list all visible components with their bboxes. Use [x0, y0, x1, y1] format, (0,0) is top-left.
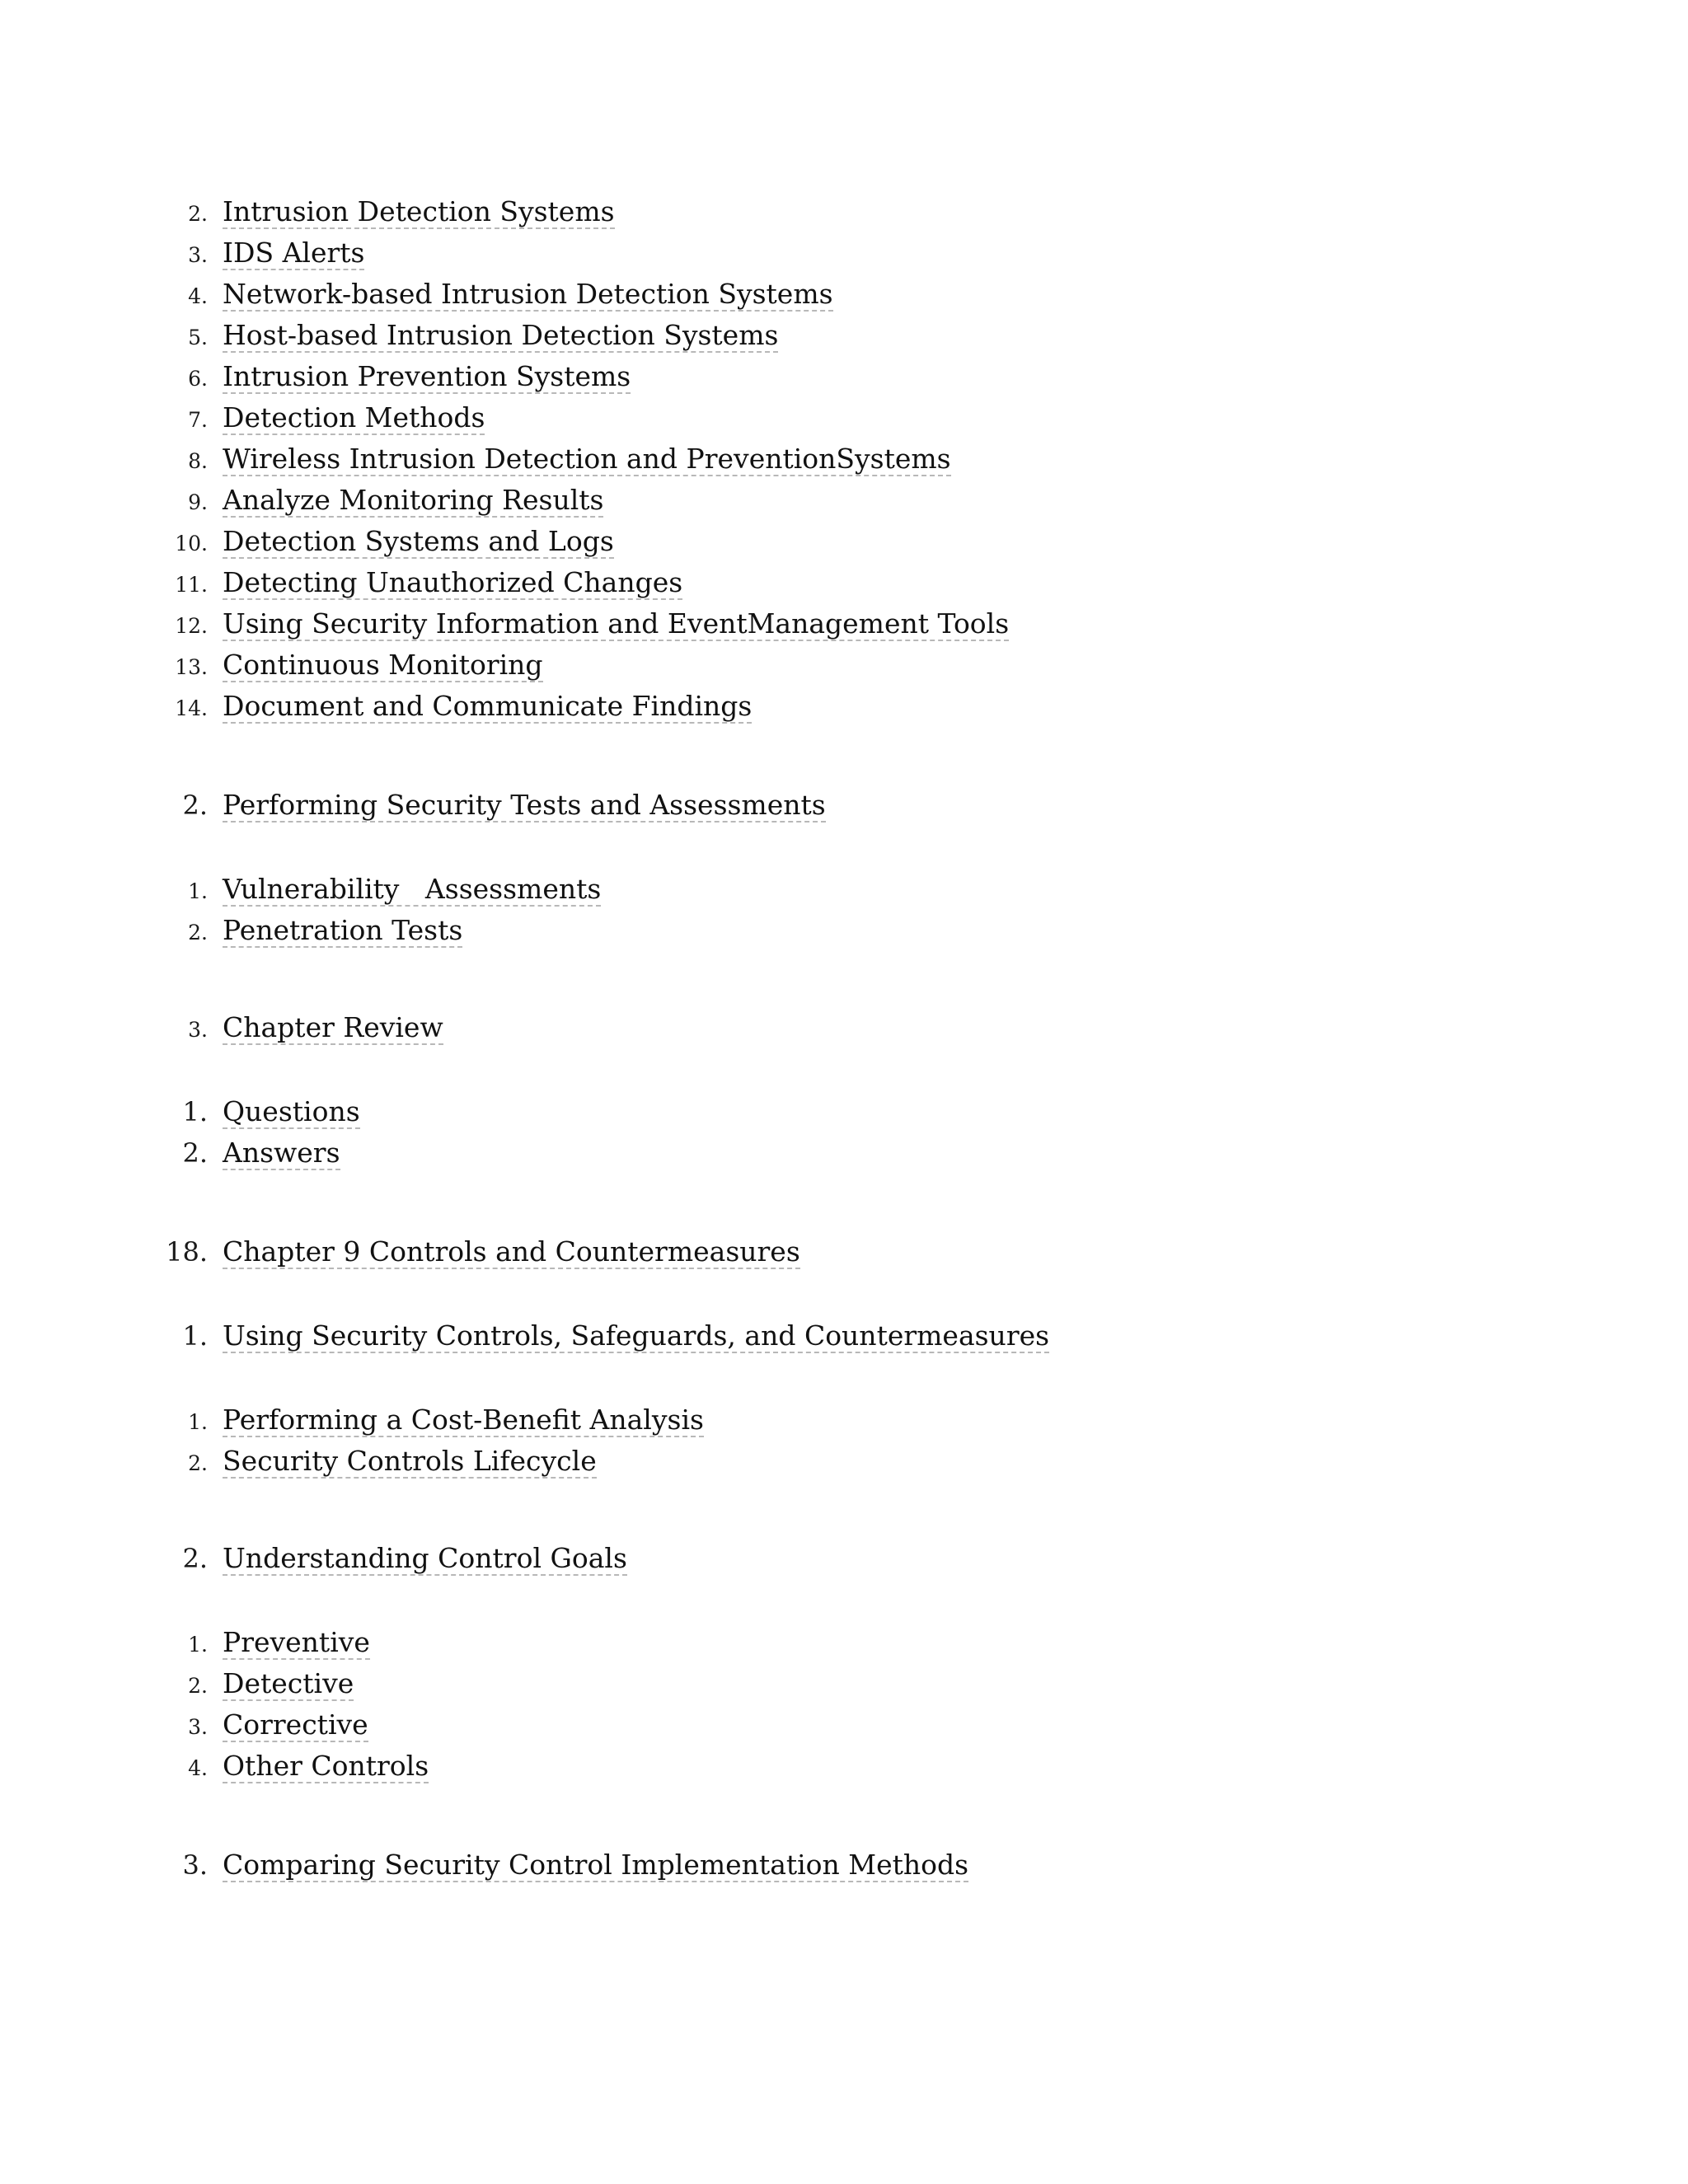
toc-link[interactable]: Questions	[223, 1095, 360, 1127]
toc-entry	[0, 1404, 704, 1444]
toc-entry	[0, 196, 615, 236]
list-number: 5.	[188, 326, 208, 349]
toc-entry	[0, 874, 601, 913]
toc-link[interactable]: Intrusion Detection Systems	[223, 195, 615, 227]
list-number: 3.	[188, 243, 208, 267]
toc-section-entry	[0, 790, 826, 829]
list-number: 14.	[175, 696, 208, 720]
list-number: 12.	[175, 614, 208, 638]
toc-link[interactable]: Chapter Review	[223, 1011, 443, 1043]
list-number: 2.	[182, 1137, 208, 1169]
list-number: 7.	[188, 408, 208, 432]
toc-chapter-entry	[0, 1236, 800, 1276]
toc-entry	[0, 608, 1009, 648]
toc-entry	[0, 649, 543, 689]
toc-link[interactable]: Performing a Cost-Benefit Analysis	[223, 1404, 704, 1436]
list-number: 3.	[188, 1715, 208, 1739]
toc-link[interactable]: Answers	[223, 1137, 340, 1169]
list-number: 3.	[182, 1849, 208, 1881]
toc-link[interactable]: Corrective	[223, 1708, 368, 1741]
toc-link[interactable]: Detecting Unauthorized Changes	[223, 566, 683, 598]
list-number: 1.	[188, 1410, 208, 1434]
list-number: 10.	[175, 532, 208, 555]
toc-entry	[0, 1750, 429, 1790]
toc-link[interactable]: Security Controls Lifecycle	[223, 1445, 597, 1477]
list-number: 13.	[175, 655, 208, 679]
toc-link[interactable]: Preventive	[223, 1626, 370, 1658]
list-number: 2.	[188, 921, 208, 944]
toc-link[interactable]: Host-based Intrusion Detection Systems	[223, 319, 779, 351]
toc-link[interactable]: Understanding Control Goals	[223, 1542, 627, 1574]
toc-entry	[0, 1668, 354, 1708]
toc-entry	[0, 279, 833, 318]
list-number: 4.	[188, 1756, 208, 1780]
toc-link[interactable]: Detective	[223, 1667, 354, 1699]
list-number: 2.	[188, 202, 208, 226]
toc-entry	[0, 1709, 368, 1749]
toc-link[interactable]: Chapter 9 Controls and Countermeasures	[223, 1235, 800, 1268]
list-number: 2.	[182, 1543, 208, 1574]
toc-link[interactable]: Intrusion Prevention Systems	[223, 360, 631, 392]
toc-link[interactable]: Detection Methods	[223, 401, 485, 434]
toc-link[interactable]: Wireless Intrusion Detection and PreventionSystems	[223, 443, 951, 475]
toc-link[interactable]: Performing Security Tests and Assessments	[223, 789, 826, 821]
list-number: 9.	[188, 490, 208, 514]
toc-entry	[0, 1446, 597, 1485]
toc-section-entry	[0, 1320, 1049, 1360]
toc-link[interactable]: IDS Alerts	[223, 237, 365, 269]
toc-section-entry	[0, 1012, 443, 1052]
toc-section-entry	[0, 1849, 968, 1889]
list-number: 4.	[188, 284, 208, 308]
toc-entry	[0, 526, 614, 565]
toc-entry	[0, 567, 682, 607]
toc-entry	[0, 1627, 370, 1666]
toc-entry	[0, 443, 951, 483]
toc-link[interactable]: Using Security Controls, Safeguards, and Countermeasures	[223, 1319, 1050, 1352]
toc-link[interactable]: Detection Systems and Logs	[223, 525, 614, 557]
toc-link[interactable]: Using Security Information and EventManagement Tools	[223, 607, 1010, 640]
list-number: 2.	[188, 1451, 208, 1475]
list-number: 1.	[182, 1320, 208, 1352]
toc-link[interactable]: Other Controls	[223, 1750, 429, 1782]
list-number: 2.	[188, 1674, 208, 1698]
list-number: 18.	[166, 1236, 208, 1268]
toc-entry	[0, 691, 752, 730]
list-number: 11.	[175, 573, 208, 597]
toc-link[interactable]: Analyze Monitoring Results	[223, 484, 604, 516]
toc-entry	[0, 1096, 360, 1136]
toc-entry	[0, 915, 462, 954]
toc-entry	[0, 485, 603, 524]
list-number: 3.	[188, 1018, 208, 1042]
list-number: 1.	[188, 879, 208, 903]
toc-link[interactable]: Continuous Monitoring	[223, 649, 543, 681]
list-number: 6.	[188, 367, 208, 391]
list-number: 1.	[182, 1096, 208, 1127]
toc-link[interactable]: Document and Communicate Findings	[223, 690, 753, 722]
list-number: 2.	[182, 790, 208, 821]
toc-link[interactable]: Vulnerability Assessments	[223, 873, 602, 905]
toc-entry	[0, 237, 364, 277]
toc-entry	[0, 1137, 340, 1177]
list-number: 1.	[188, 1633, 208, 1657]
toc-section-entry	[0, 1543, 627, 1582]
list-number: 8.	[188, 449, 208, 473]
toc-entry	[0, 361, 631, 401]
toc-link[interactable]: Comparing Security Control Implementation Methods	[223, 1849, 969, 1881]
toc-link[interactable]: Network-based Intrusion Detection Systems	[223, 278, 833, 310]
toc-link[interactable]: Penetration Tests	[223, 914, 463, 946]
toc-entry	[0, 320, 778, 359]
toc-entry	[0, 402, 485, 442]
